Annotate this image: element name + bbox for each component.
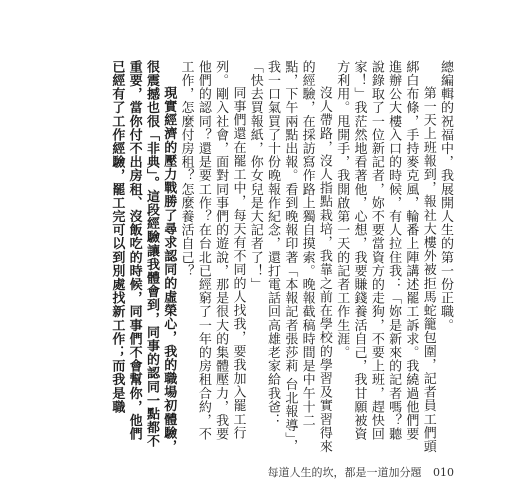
paragraph: 總編輯的祝福中，我展開人生的第一份正職。 [438,60,453,332]
running-title: 每道人生的坎，都是一道加分題 [267,466,422,479]
paragraph-emphasis: 現實經濟的壓力戰勝了尋求認同的虛榮心，我的職場初體驗，很震撼也很「非典」。這段經驗讓我體會到，同事的認同一點都不重要，當你付不出房租、沒飯吃的時候，同事們不會幫你，他們已經有了工作經驗，罷工完可以到別處找新工作；而我是職 [109,60,177,454]
paragraph: 第一天上班報到，報社大樓外被拒馬蛇籠包圍，記者員工們頭綁白布條，手持麥克風，輪番上陣講述罷工訴求。我繞過他們要進辦公大樓入口的時候，有人拉住我：「妳是新來的記者嗎？聽說錄取了一位新記者，妳不要當資方的走狗，不要上班，趕快回家！」我茫然地看著他，心想，我要賺錢養活自己，我甘願被資方利用。甩開手，我開啟第一天的記者工作生涯。 [334,60,436,454]
body-text [49,60,454,454]
page-number: 010 [433,466,454,479]
paragraph: 同事們還在罷工中，每天有不同的人找我，要我加入罷工行列。剛入社會，面對同事們的遊說，那是很大的集體壓力，我要他們的認同？還是要工作？在台北已經窮了一年的房租合約，不工作，怎麼付房租？怎麼養活自己？ [178,60,246,441]
paragraph: 沒人帶路，沒人指點栽培，我靠之前在學校的學習及實習得來的經驗，在採訪寫作路上獨自摸索。晚報截稿時間是中午十二點，下午兩點出報。看到晚報印著「本報記者張莎莉 台北報導」，我一口氣買了十份晚報作紀念，還打電話回高雄老家給我爸：「快去買報紙，你女兒是大記者了！」 [247,60,332,454]
page-footer [260,464,455,480]
